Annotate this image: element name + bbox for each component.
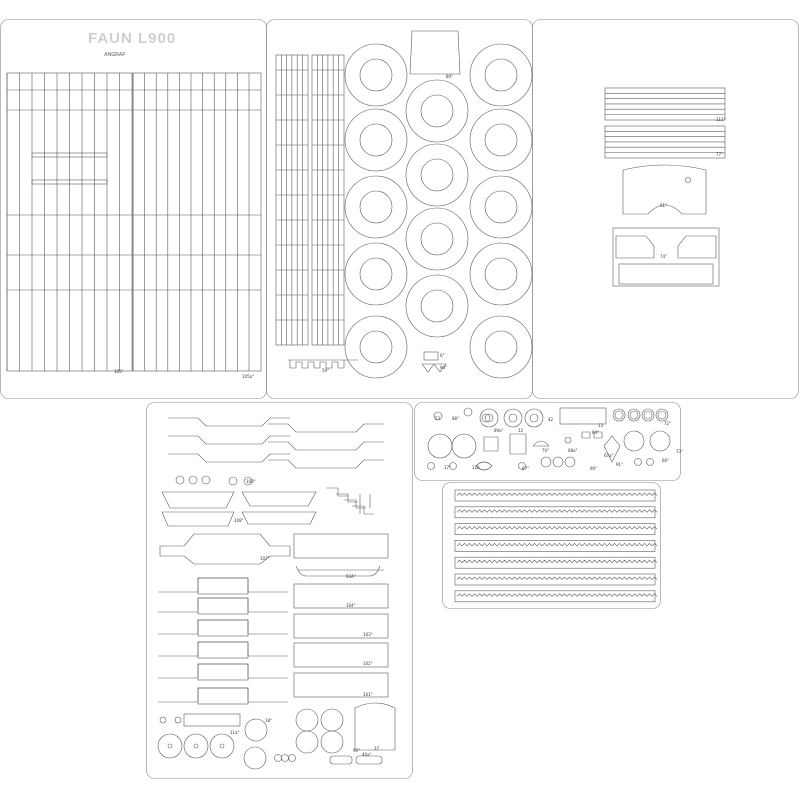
wheel-hub (485, 124, 517, 156)
part-label: 53 (435, 416, 441, 421)
disc (296, 709, 318, 731)
axle (194, 744, 198, 748)
small-disc (176, 476, 184, 484)
small-disc (647, 459, 654, 466)
part-label: 90° (590, 466, 598, 471)
small-disc (189, 476, 197, 484)
part-label: 102° (363, 661, 373, 666)
pulley (525, 409, 543, 427)
part-label: 40a° (362, 752, 372, 757)
tread-strip (455, 524, 655, 535)
wheel-disc (345, 243, 407, 305)
pulley (480, 409, 498, 427)
yoke-part (158, 620, 288, 634)
part-label: 67° (522, 466, 530, 471)
part-label: 88° (452, 416, 460, 421)
wheel-hub (421, 95, 453, 127)
hooks-part (326, 488, 374, 514)
yoke-body (198, 664, 248, 680)
part-93a (296, 566, 384, 576)
tread-strip (455, 540, 655, 551)
logo-text: ANGRAF (104, 52, 126, 58)
bracket-part (268, 424, 384, 432)
yoke-body (198, 642, 248, 658)
panel-part (294, 534, 388, 558)
panel-2 (267, 20, 533, 399)
big-disc (428, 434, 452, 458)
small-disc (635, 459, 642, 466)
disc-90a (624, 431, 644, 451)
disc (321, 709, 343, 731)
part-label: 59° (322, 368, 330, 373)
comb-part (288, 360, 358, 368)
part-107 (160, 534, 290, 564)
plate-6 (560, 408, 606, 424)
big-disc (452, 434, 476, 458)
small-disc (202, 476, 210, 484)
tread-pattern (457, 594, 657, 597)
tread-strip (455, 574, 655, 585)
part-label: 6° (440, 353, 445, 358)
part-label: 101° (363, 692, 373, 697)
tread-strip (455, 507, 655, 518)
bracket-part (168, 454, 290, 462)
bracket-part (168, 418, 290, 426)
part-14 (484, 437, 498, 451)
wheel-hub (360, 191, 392, 223)
part-6 (424, 352, 438, 360)
part-label: 103° (363, 632, 373, 637)
part-label: 9d° (440, 365, 448, 370)
wheel-hub (360, 124, 392, 156)
part-17a (330, 756, 352, 764)
panel-part (294, 643, 388, 667)
part-label: 90° (353, 748, 361, 753)
pulley (504, 409, 522, 427)
small-disc (289, 755, 296, 762)
part-89a (604, 436, 620, 462)
tray-part (242, 492, 316, 506)
tray-part (162, 512, 234, 526)
wheel-disc (345, 44, 407, 106)
wheel-disc (345, 109, 407, 171)
wheel-disc (470, 44, 532, 106)
part-74-window (619, 264, 713, 284)
wheel-disc (345, 316, 407, 378)
tread-pattern (457, 560, 657, 563)
part-label: 105° (114, 369, 124, 374)
part-18 (184, 714, 240, 726)
wheel-hub (360, 258, 392, 290)
axle (220, 744, 224, 748)
wheel-hub (485, 59, 517, 91)
ring-inner (644, 411, 652, 419)
tread-pattern (457, 493, 657, 496)
part-17b (356, 756, 382, 764)
part-13 (510, 434, 526, 454)
tread-pattern (457, 577, 657, 580)
disc (245, 719, 267, 741)
part-label: 64° (592, 430, 600, 435)
yoke-part (158, 688, 288, 702)
part-label: 68a° (568, 448, 578, 453)
part-13d (533, 441, 549, 446)
panel-5 (415, 403, 684, 481)
wheel-hub (485, 258, 517, 290)
tread-pattern (457, 527, 657, 530)
pulley-hub (509, 414, 517, 422)
disc (296, 731, 318, 753)
wheel-disc (406, 275, 468, 337)
pin (565, 437, 571, 443)
wheel-hub (421, 223, 453, 255)
part-label: 18° (265, 718, 273, 723)
wheel-disc (470, 176, 532, 238)
disc-93 (650, 431, 670, 451)
part-label: 104° (346, 603, 356, 608)
part-label: 105a° (242, 374, 255, 379)
yoke-body (198, 598, 248, 614)
part-label: 13 (598, 423, 604, 428)
wheel-disc (470, 243, 532, 305)
part-label: 61° (660, 203, 668, 208)
ring-inner (615, 411, 623, 419)
ring-inner (630, 411, 638, 419)
wheel-disc (470, 109, 532, 171)
plate-right (133, 73, 261, 371)
panel-part (294, 673, 388, 697)
tread-pattern (457, 543, 657, 546)
part-label: 17° (444, 465, 452, 470)
small-disc (282, 755, 289, 762)
axle (168, 744, 172, 748)
small-disc (160, 717, 166, 723)
panel-1 (1, 20, 267, 399)
disc (321, 731, 343, 753)
tread-strip (455, 557, 655, 568)
small-disc (275, 755, 282, 762)
part-90 (355, 703, 395, 750)
small-disc (428, 463, 435, 470)
part-label: 72° (664, 421, 672, 426)
yoke-part (158, 578, 288, 592)
part-label: 77° (716, 152, 724, 157)
wheel-disc (406, 144, 468, 206)
tread-strip (455, 591, 655, 602)
wheel-disc (470, 316, 532, 378)
wheel (210, 734, 234, 758)
yoke-body (198, 620, 248, 636)
small-disc (541, 457, 551, 467)
panel-part (294, 614, 388, 638)
wheel-hub (485, 191, 517, 223)
tray-part (242, 512, 316, 524)
yoke-part (158, 642, 288, 656)
ring-inner (658, 411, 666, 419)
wheel-hub (360, 59, 392, 91)
wheel-hub (360, 331, 392, 363)
panel-4 (147, 403, 413, 779)
panel-3 (533, 20, 799, 399)
small-disc (229, 477, 237, 485)
yoke-body (198, 688, 248, 704)
wheel-hub (485, 331, 517, 363)
part-label: 11a° (230, 730, 240, 735)
tread-strip (455, 490, 655, 501)
bracket-part (268, 442, 384, 450)
wheel-disc (406, 80, 468, 142)
hole (686, 178, 691, 183)
bracket-part (268, 460, 384, 468)
yoke-part (158, 664, 288, 678)
part-label: 70° (542, 448, 550, 453)
part-label: 93A° (346, 574, 356, 579)
part-label: 73° (676, 449, 684, 454)
wheel (158, 734, 182, 758)
part-label: 108° (234, 518, 244, 523)
wheel-disc (345, 176, 407, 238)
wheel-disc (406, 208, 468, 270)
yoke-body (198, 578, 248, 594)
part-label: 12 (518, 428, 524, 433)
part-label: 91° (616, 462, 624, 467)
pulley-hub (530, 414, 538, 422)
small-disc (175, 717, 181, 723)
wheel-hub (421, 290, 453, 322)
part-label: 12b (472, 465, 480, 470)
part-label: 42 (548, 417, 554, 422)
wheel-hub (421, 159, 453, 191)
part-label: 67a° (604, 453, 614, 458)
part-label: 89a° (494, 428, 504, 433)
part-label: 111° (716, 117, 726, 122)
yoke-part (158, 598, 288, 612)
part-label: 74° (660, 254, 668, 259)
small-disc (553, 457, 563, 467)
part-label: 37 (374, 746, 380, 751)
bracket-part (168, 436, 290, 444)
tread-pattern (457, 510, 657, 513)
part-label: 80° (446, 74, 454, 79)
panel-part (294, 584, 388, 608)
part-80 (410, 31, 460, 74)
small-disc (565, 457, 575, 467)
washer (464, 408, 472, 416)
part-label: 107° (260, 556, 270, 561)
part-label: 100° (246, 479, 256, 484)
sheet-title: FAUN L900 (88, 30, 177, 47)
part-label: 66° (662, 458, 670, 463)
disc (244, 747, 266, 769)
tray-part (162, 492, 234, 508)
wheel (184, 734, 208, 758)
